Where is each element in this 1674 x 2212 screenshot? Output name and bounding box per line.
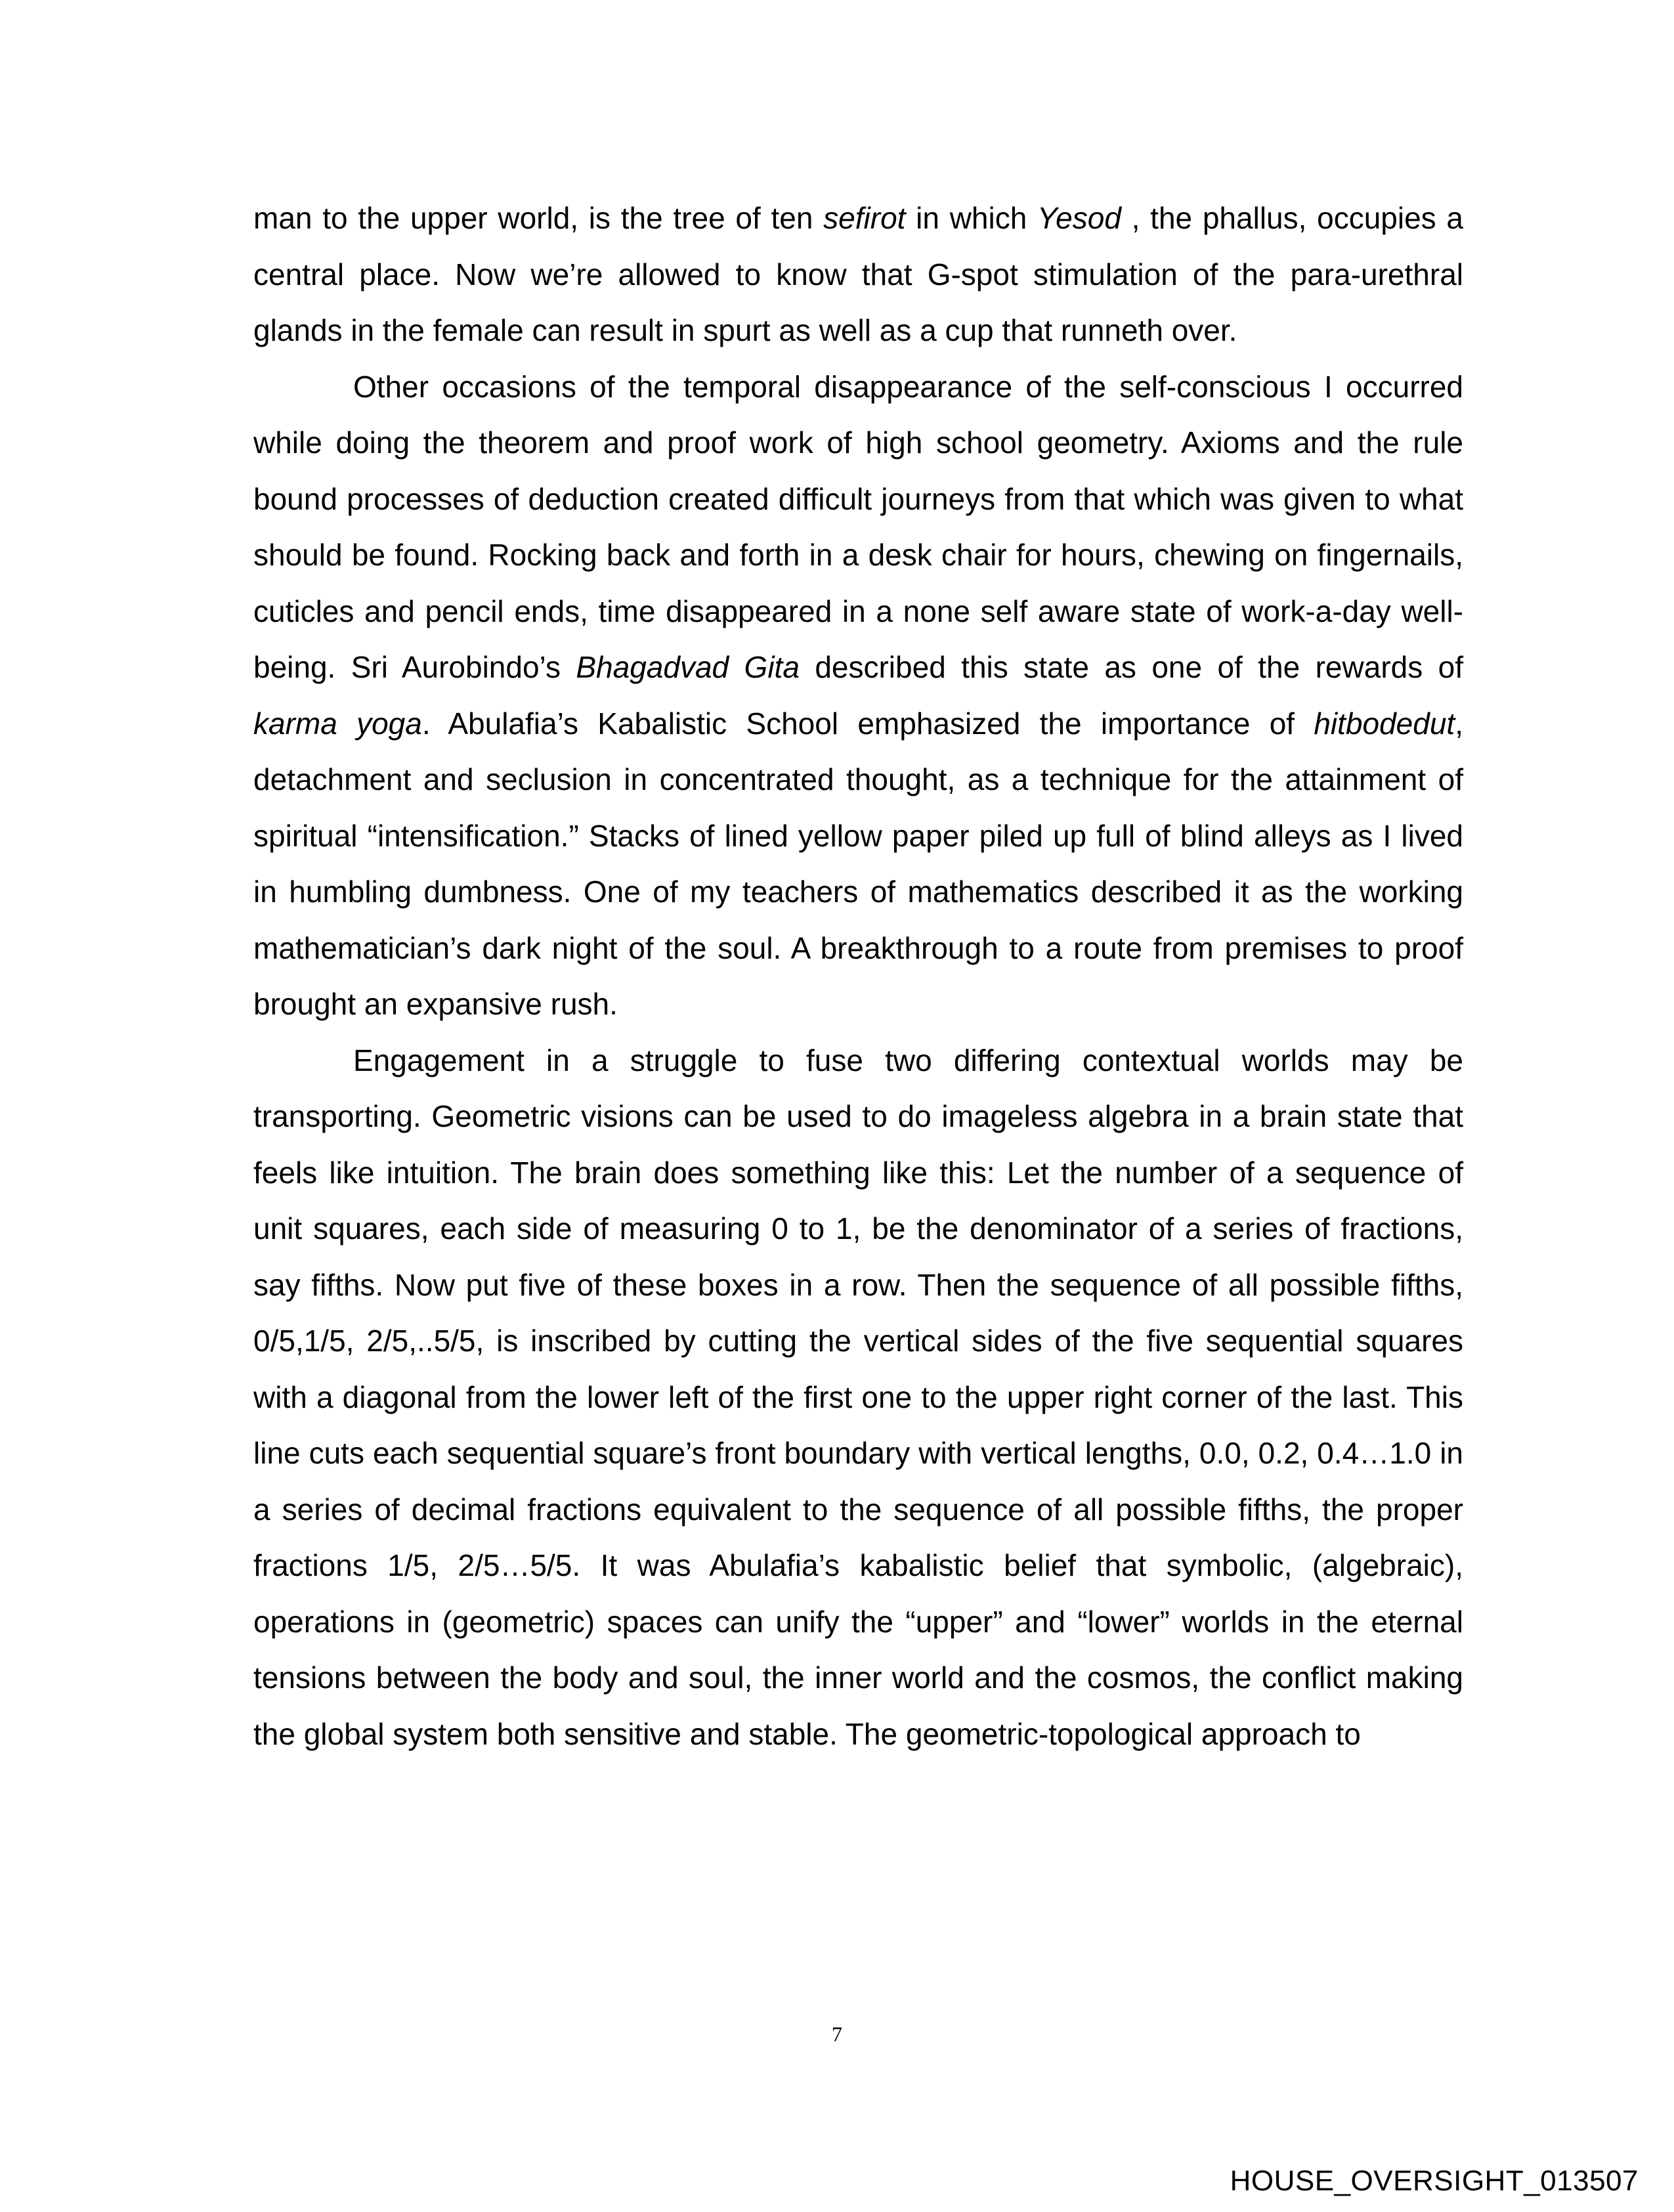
body-text <box>253 190 1463 1762</box>
text-segment: described this state as one of the rewards of <box>799 650 1463 684</box>
text-segment: man to the upper world, is the tree of ten <box>253 201 824 235</box>
text-segment: , the phallus, occupies a central place. Now we’re allowed to know that G-spot stimulation of the para-urethral glands in the female can result in spurt as well as a cup that runneth over. <box>253 201 1463 347</box>
italic-term-yesod: Yesod <box>1037 201 1121 235</box>
italic-title-bhagadvad-gita: Bhagadvad Gita <box>576 650 800 684</box>
paragraph-3 <box>253 1033 1463 1763</box>
paragraph-2 <box>253 359 1463 1033</box>
italic-term-karma-yoga: karma yoga <box>253 706 422 741</box>
page-number: 7 <box>832 2022 842 2046</box>
paragraph-1 <box>253 190 1463 359</box>
italic-term-sefirot: sefirot <box>823 201 906 235</box>
text-segment: Engagement in a struggle to fuse two differing contextual worlds may be transporting. Geometric visions can be used to do imageless algebra in a brain state that feels like intuition. The brain does something like this: Let the number of a sequence of unit squares, each side of measuring 0 to 1, be the denominator of a series of fractions, say fifths. Now put five of these boxes in a row. Then the sequence of all possible fifths, 0/5,1/5, 2/5,..5/5, is inscribed by cutting the vertical sides of the five sequential squares with a diagonal from the lower left of the first one to the upper right corner of the last. This line cuts each sequential square’s front boundary with vertical lengths, 0.0, 0.2, 0.4…1.0 in a series of decimal fractions equivalent to the sequence of all possible fifths, the proper fractions 1/5, 2/5…5/5. It was Abulafia’s kabalistic belief that symbolic, (algebraic), operations in (geometric) spaces can unify the “upper” and “lower” worlds in the eternal tensions between the body and soul, the inner world and the cosmos, the conflict making the global system both sensitive and stable. The geometric-topological approach to <box>253 1043 1463 1751</box>
text-segment: . Abulafia’s Kabalistic School emphasized the importance of <box>421 706 1314 741</box>
bates-stamp: HOUSE_OVERSIGHT_013507 <box>1230 2165 1639 2197</box>
text-segment: Other occasions of the temporal disappearance of the self-conscious I occurred while doing the theorem and proof work of high school geometry. Axioms and the rule bound processes of deduction created difficult journeys from that which was given to what should be found. Rocking back and forth in a desk chair for hours, chewing on fingernails, cuticles and pencil ends, time disappeared in a none self aware state of work-a-day well-being. Sri Aurobindo’s <box>253 369 1463 684</box>
text-segment: , detachment and seclusion in concentrated thought, as a technique for the attainment of spiritual “intensification.” Stacks of lined yellow paper piled up full of blind alleys as I lived in humbling dumbness. One of my teachers of mathematics described it as the working mathematician’s dark night of the soul. A breakthrough to a route from premises to proof brought an expansive rush. <box>253 706 1463 1021</box>
text-segment: in which <box>905 201 1038 235</box>
italic-term-hitbodedut: hitbodedut <box>1314 706 1455 741</box>
